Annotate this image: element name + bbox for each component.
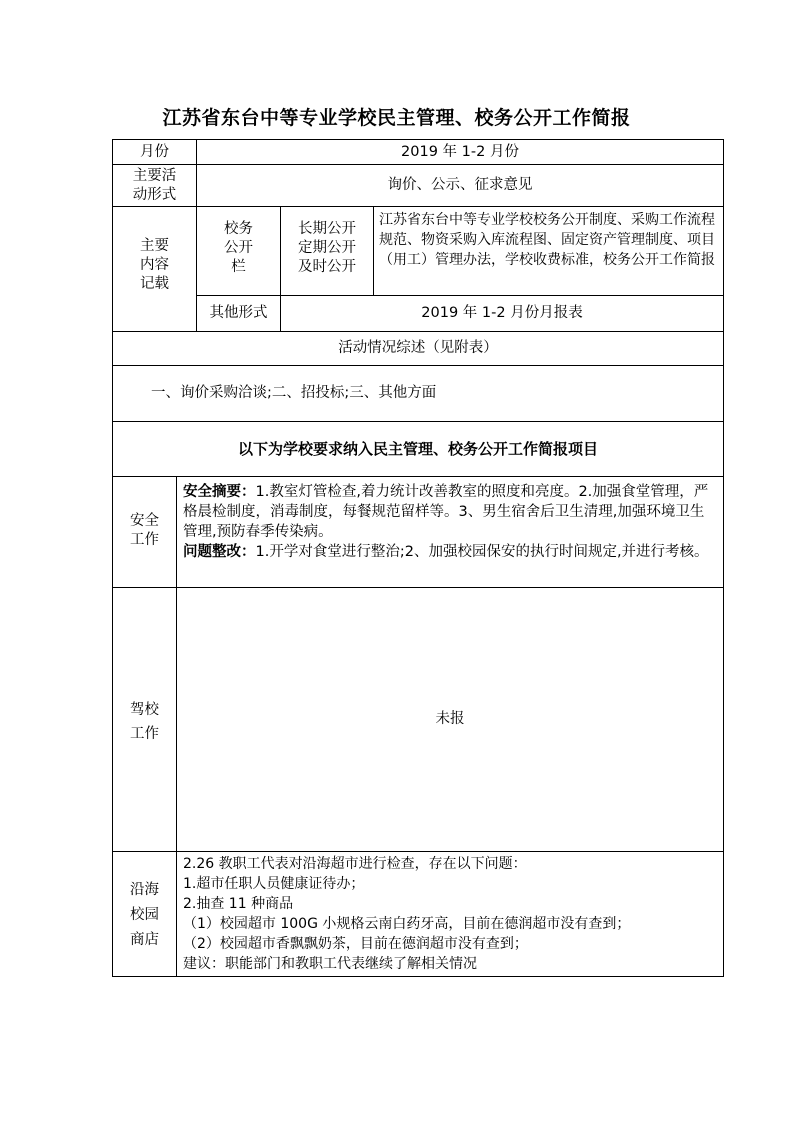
page-title: 江苏省东台中等专业学校民主管理、校务公开工作简报	[162, 107, 631, 129]
month-value: 2019 年 1-2 月份	[401, 143, 519, 160]
store-line: （2）校园超市香飘飘奶茶，目前在德润超市没有查到；	[183, 936, 528, 952]
form-label-line-2: 动形式	[132, 187, 177, 203]
safety-content-cell	[176, 476, 724, 588]
store-line: 2.抽查 11 种商品	[183, 896, 294, 912]
disclosure-type-line: 定期公开	[298, 240, 356, 256]
other-form-label-cell	[196, 295, 281, 332]
store-content-cell	[176, 851, 724, 977]
content-label-cell	[112, 206, 197, 332]
safety-label-line: 安全	[130, 513, 159, 529]
safety-label-cell	[112, 476, 177, 588]
content-label-line: 内容	[140, 257, 169, 273]
summary-head-cell	[112, 331, 724, 366]
board-label-line: 公开	[224, 240, 253, 256]
disclosure-type-line: 及时公开	[298, 259, 356, 275]
other-form-value: 2019 年 1-2 月份月报表	[421, 305, 583, 321]
store-line: （1）校园超市 100G 小规格云南白药牙高，目前在德润超市没有查到；	[183, 916, 631, 932]
safety-summary-label: 安全摘要：	[183, 484, 256, 500]
driving-label-cell	[112, 587, 177, 852]
driving-value-cell	[176, 587, 724, 852]
content-label-line: 主要	[140, 238, 169, 254]
form-value-cell	[196, 164, 724, 207]
disclosure-type-cell	[280, 206, 374, 296]
summary-body: 一、询价采购洽谈;二、招投标;三、其他方面	[151, 385, 437, 401]
form-value: 询价、公示、征求意见	[387, 177, 533, 193]
month-label: 月份	[140, 143, 169, 160]
store-line: 建议：职能部门和教职工代表继续了解相关情况	[183, 956, 477, 972]
section-head: 以下为学校要求纳入民主管理、校务公开工作简报项目	[237, 439, 598, 458]
store-label-cell	[112, 851, 177, 977]
store-line: 2.26 教职工代表对沿海超市进行检查，存在以下问题：	[183, 856, 527, 872]
driving-label-line: 工作	[130, 726, 159, 742]
month-label-cell	[112, 139, 197, 165]
month-value-cell	[196, 139, 724, 165]
disclosure-type-line: 长期公开	[298, 221, 356, 237]
safety-label-line: 工作	[130, 532, 159, 548]
safety-fix-text: 1.开学对食堂进行整治;2、加强校园保安的执行时间规定,并进行考核。	[255, 544, 709, 560]
other-form-label: 其他形式	[209, 305, 268, 321]
board-label-line: 校务	[224, 221, 253, 237]
store-label-line: 沿海	[130, 882, 159, 898]
driving-label-line: 驾校	[130, 702, 159, 718]
summary-head: 活动情况综述（见附表）	[338, 340, 498, 356]
safety-summary-text: 1.教室灯管检查,着力统计改善教室的照度和亮度。2.加强食堂管理，严格晨检制度，消毒制度，每餐规范留样等。3、男生宿舍后卫生清理,加强环境卫生管理,预防春季传染病。	[183, 484, 709, 540]
other-form-value-cell	[280, 295, 724, 332]
form-label-line-1: 主要活	[132, 168, 177, 184]
board-label-line: 栏	[231, 259, 246, 275]
store-label-line: 校园	[130, 907, 159, 923]
form-label-cell	[112, 164, 197, 207]
store-line: 1.超市任职人员健康证待办；	[183, 876, 365, 892]
disclosure-detail-cell	[373, 206, 724, 296]
content-label-line: 记载	[140, 276, 169, 292]
store-label-line: 商店	[130, 932, 159, 948]
driving-value: 未报	[435, 711, 465, 727]
summary-body-cell	[112, 365, 724, 422]
safety-fix-label: 问题整改：	[183, 544, 256, 560]
section-head-cell	[112, 421, 724, 477]
board-label-cell	[196, 206, 281, 296]
disclosure-detail: 江苏省东台中等专业学校校务公开制度、采购工作流程规范、物资采购入库流程图、固定资产管理制度、项目（用工）管理办法，学校收费标准，校务公开工作简报	[379, 212, 715, 268]
